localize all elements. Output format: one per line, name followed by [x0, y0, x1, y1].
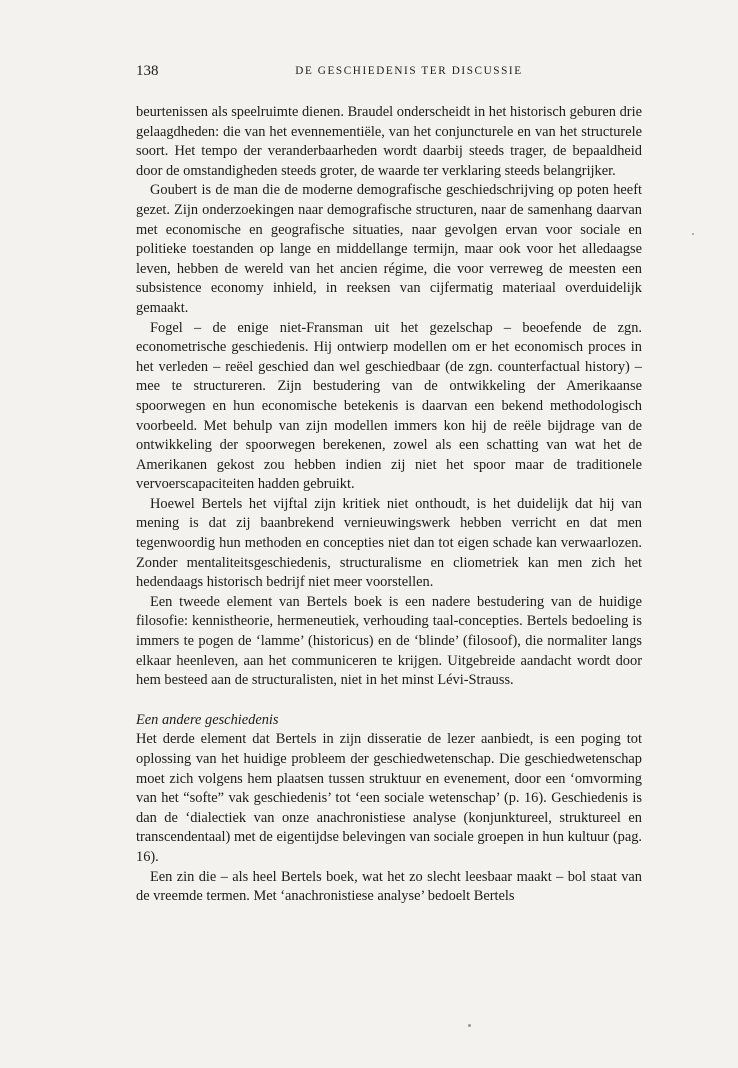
page-number: 138: [136, 63, 159, 79]
section-heading: Een andere geschiedenis: [136, 711, 279, 728]
paper-speck: [692, 233, 694, 235]
paragraph: Hoewel Bertels het vijftal zijn kritiek niet onthoudt, is het duidelijk dat hij van mening is dat zij baanbrekend vernieuwingswerk hebben verricht en dat men tegenwoordig hun methoden en concepties niet dan tot eigen schade kan verwaarlozen. Zonder mentaliteitsgeschiedenis, structuralisme en cliometriek kan men zich het hedendaags historisch bedrijf niet meer voorstellen.: [136, 495, 642, 591]
paragraph: Goubert is de man die de moderne demografische geschiedschrijving op poten heeft gezet. Zijn onderzoekingen naar demografische structuren, naar de samenhang daarvan met economische en geografische situaties, naar gevolgen ervan voor sociale en politieke toestanden op lange en middellange termijn, maar ook voor het alledaagse leven, hebben de wereld van het ancien régime, die voor verreweg de meesten een subsistence economy inhield, in reeksen van cijfermatig materiaal overduidelijk gemaakt.: [136, 182, 642, 316]
paragraph: Fogel – de enige niet-Fransman uit het gezelschap – beoefende de zgn. econometrische geschiedenis. Hij ontwierp modellen om er het economisch proces in het verleden – reëel geschied dan wel geschiedbaar (de zgn. counterfactual history) – mee te structureren. Zijn bestudering van de ontwikkeling der Amerikaanse spoorwegen en hun economische betekenis is daarvan een bekend methodologisch voorbeeld. Met behulp van zijn modellen immers kon hij de reële bijdrage van de ontwikkeling der spoorwegen berekenen, zowel als een schatting van wat het de Amerikanen gekost zou hebben indien zij niet het spoor maar de traditionele vervoerscapaciteiten hadden gebruikt.: [136, 319, 642, 493]
paragraph: Een tweede element van Bertels boek is een nadere bestudering van de huidige filosofie: kennistheorie, hermeneutiek, verhouding taal-concepties. Bertels bedoeling is immers te pogen de ‘lamme’ (historicus) en de ‘blinde’ (filosoof), die normaliter langs elkaar heenleven, aan het communiceren te krijgen. Uitgebreide aandacht wordt door hem besteed aan de structuralisten, niet in het minst Lévi-Strauss.: [136, 593, 642, 689]
paragraph: Het derde element dat Bertels in zijn disseratie de lezer aanbiedt, is een poging tot oplossing van het huidige probleem der geschiedwetenschap. Die geschiedwetenschap moet zich volgens hem plaatsen tussen struktuur en evenement, door een ‘omvorming van het “softe” vak geschiedenis’ tot ‘een sociale wetenschap’ (p. 16). Geschiedenis is dan de ‘dialectiek van onze anachronistiese analyse (konjunktureel, struktureel en transcendentaal) met de eigentijdse belevingen van sociale groepen in hun kultuur (pag. 16).: [136, 731, 642, 865]
page-header: [136, 63, 642, 83]
paragraph: beurtenissen als speelruimte dienen. Braudel onderscheidt in het historisch geburen drie gelaagdheden: die van het evennementiële, van het conjuncturele en van het structurele soort. Het tempo der veranderbaarheden wordt daarbij steeds trager, de bepaaldheid door de omstandigheden steeds groter, de waarde ter verklaring steeds belangrijker.: [136, 104, 642, 179]
body-text: [136, 103, 642, 907]
paragraph: Een zin die – als heel Bertels boek, wat het zo slecht leesbaar maakt – bol staat van de vreemde termen. Met ‘anachronistiese analyse’ bedoelt Bertels: [136, 868, 642, 905]
paper-speck: [468, 1024, 471, 1027]
running-head: DE GESCHIEDENIS TER DISCUSSIE: [295, 65, 523, 77]
